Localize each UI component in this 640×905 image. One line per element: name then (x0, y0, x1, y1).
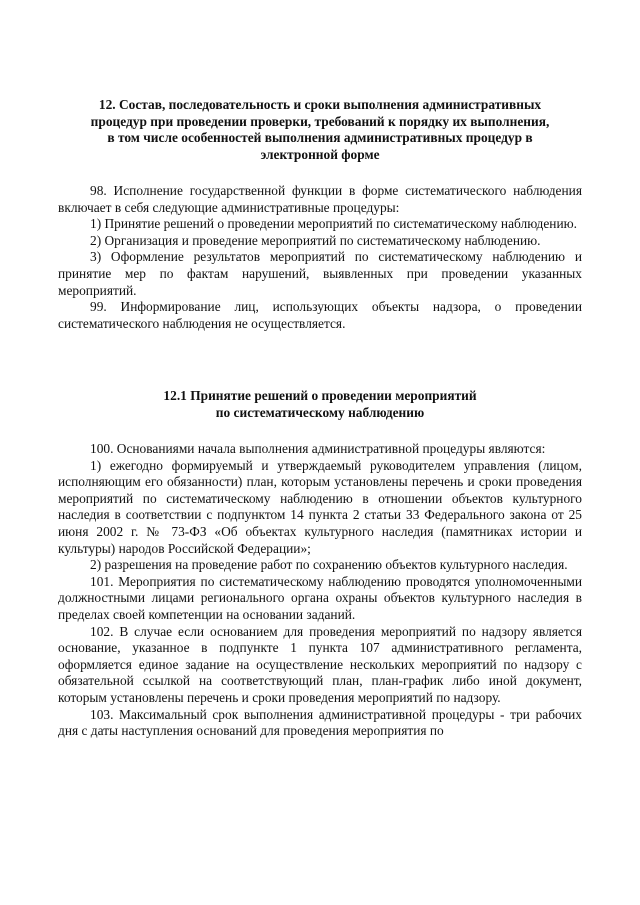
paragraph-101: 101. Мероприятия по систематическому наблюдению проводятся уполномоченными должностными лицами регионального органа охраны объектов культурного наследия в пределах своей компетенции на основании заданий. (58, 573, 582, 622)
paragraph-100: 100. Основаниями начала выполнения административной процедуры являются: (90, 441, 546, 456)
paragraph-100-item-1: 1) ежегодно формируемый и утверждаемый руководителем управления (лицом, исполняющим его обязанности) план, которым установлены перечень и сроки проведения мероприятий по систематическому наблюдению в отношении объектов культурного наследия в соответствии с подпунктом 14 пункта 2 статьи 33 Федерального закона от 25 июня 2002 г. № 73-ФЗ «Об объектах культурного наследия (памятниках истории и культуры) народов Российской Федерации»; (58, 457, 582, 556)
subsection-heading-line-2: по систематическому наблюдению (215, 404, 425, 420)
paragraph-100-item-2: 2) разрешения на проведение работ по сохранению объектов культурного наследия. (90, 557, 568, 573)
subsection-heading-line-1: 12.1 Принятие решений о проведении мероприятий (163, 388, 477, 403)
section-heading-line-2: процедур при проведении проверки, требований к порядку их выполнения, (90, 113, 550, 129)
paragraph-98: 98. Исполнение государственной функции в форме систематического наблюдения включает в себя следующие административные процедуры: (58, 183, 582, 215)
decisions-block (58, 441, 582, 740)
paragraph-98-item-2: 2) Организация и проведение мероприятий по систематическому наблюдению. (90, 232, 541, 248)
subsection-heading (58, 388, 582, 421)
paragraph-98-item-3: 3) Оформление результатов мероприятий по систематическому наблюдению и принятие мер по фактам нарушений, выявленных при проведении указанных мероприятий. (58, 249, 582, 298)
section-heading-line-3: в том числе особенностей выполнения административных процедур в (107, 130, 533, 146)
section-heading-line-1: 12. Состав, последовательность и сроки выполнения административных (98, 97, 542, 112)
section-heading-line-4: электронной форме (260, 146, 380, 162)
procedures-block (58, 183, 582, 332)
paragraph-98-item-1: 1) Принятие решений о проведении мероприятий по систематическому наблюдению. (90, 216, 577, 232)
paragraph-103: 103. Максимальный срок выполнения административной процедуры - три рабочих дня с даты наступления оснований для проведения мероприятия по (58, 706, 582, 739)
section-heading (58, 97, 582, 163)
paragraph-99: 99. Информирование лиц, использующих объекты надзора, о проведении систематического наблюдения не осуществляется. (58, 299, 582, 331)
paragraph-102: 102. В случае если основанием для проведения мероприятий по надзору является основание, указанное в подпункте 1 пункта 107 административного регламента, оформляется единое задание на осуществление нескольких мероприятий по надзору с обязательной ссылкой на соответствующий план, план-график либо иной документ, которым установлены перечень и сроки проведения мероприятий по надзору. (58, 623, 582, 705)
